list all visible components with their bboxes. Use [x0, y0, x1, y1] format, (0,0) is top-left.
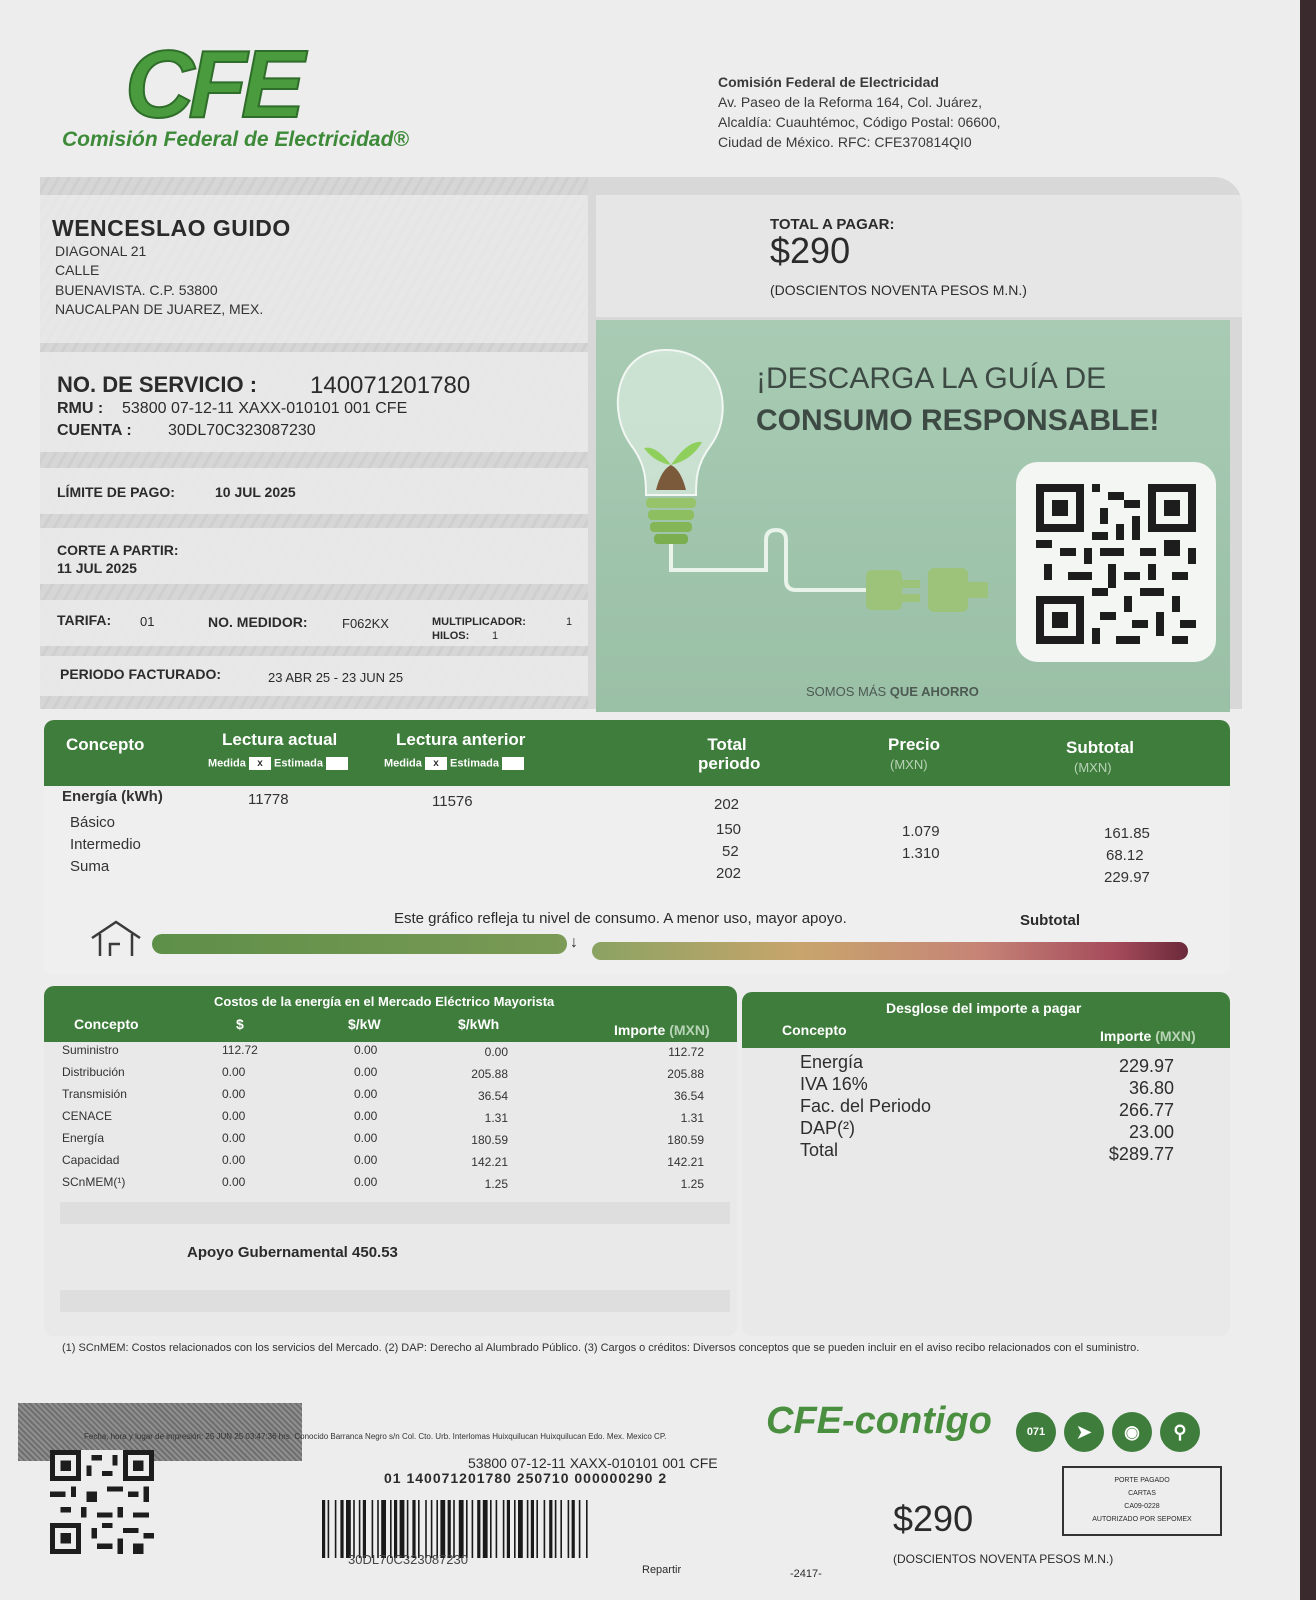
mem-row-value: 0.00: [222, 1153, 246, 1167]
chart-caption: Este gráfico refleja tu nivel de consumo. A menor uso, mayor apoyo.: [394, 910, 847, 927]
breakdown-row-value: 36.80: [1128, 1078, 1174, 1098]
tariff-value: 01: [140, 614, 155, 629]
tariff-label: TARIFA:: [57, 612, 112, 628]
medida-label-2: [384, 757, 524, 770]
postage-line: CARTAS: [1128, 1490, 1156, 1497]
mem-row-value: 180.59: [471, 1133, 508, 1147]
barcode-bar: [527, 1500, 529, 1558]
mem-row-value: 0.00: [222, 1065, 246, 1079]
total-words: (DOSCIENTOS NOVENTA PESOS M.N.): [770, 282, 1027, 298]
barcode-bar: [531, 1500, 534, 1558]
col-precio: Precio: [888, 735, 940, 754]
mem-col-kwh: $/kWh: [458, 1016, 500, 1032]
cfe-logo-subtitle: Comisión Federal de Electricidad®: [62, 128, 409, 151]
mem-col-kw: $/kW: [348, 1016, 381, 1032]
mem-row-label: Transmisión: [62, 1087, 127, 1101]
rmu-value: 53800 07-12-11 XAXX-010101 001 CFE: [122, 400, 408, 417]
barcode-bar: [560, 1500, 562, 1558]
breakdown-row-label: Energía: [800, 1052, 864, 1072]
consumption-bar-low: [152, 934, 567, 954]
payment-reference-1: 53800 07-12-11 XAXX-010101 001 CFE: [468, 1455, 718, 1471]
promo-tagline: [806, 684, 979, 699]
mem-row-value: 0.00: [354, 1043, 378, 1057]
breakdown-row-value: 266.77: [1118, 1100, 1174, 1120]
medida-checkbox: x: [249, 757, 271, 770]
col-lectura-anterior: Lectura anterior: [396, 730, 526, 749]
barcode-bar: [477, 1500, 480, 1558]
stub-amount: $290: [893, 1498, 974, 1539]
breakdown-col-importe: [1100, 1028, 1196, 1044]
barcode-bar: [453, 1500, 455, 1558]
row-price: 1.079: [902, 823, 940, 840]
barcode-bar: [459, 1500, 464, 1558]
phone-071-icon[interactable]: 071: [1016, 1412, 1056, 1452]
mem-row-value: 1.31: [484, 1111, 508, 1125]
row-subtotal: 161.85: [1104, 825, 1150, 842]
mem-row-value: 112.72: [222, 1043, 258, 1057]
row-total: 150: [716, 821, 742, 838]
tagline-text: SOMOS MÁS: [806, 684, 890, 699]
medida-label: [208, 757, 348, 770]
table-stripe: [60, 1290, 730, 1312]
barcode-bar: [418, 1500, 420, 1558]
barcode-bar: [394, 1500, 397, 1558]
multiplier-value: 1: [566, 616, 573, 628]
mem-row-value: 0.00: [484, 1045, 508, 1059]
mem-row-value: 142.21: [667, 1155, 704, 1169]
rmu-label: RMU :: [57, 400, 104, 417]
location-icon[interactable]: ⚲: [1160, 1412, 1200, 1452]
mem-row-value: 0.00: [354, 1065, 378, 1079]
apoyo-gubernamental: Apoyo Gubernamental 450.53: [187, 1244, 398, 1261]
barcode-bar: [377, 1500, 379, 1558]
meter-label: NO. MEDIDOR:: [208, 614, 308, 630]
postage-stamp: [1062, 1466, 1222, 1536]
barcode-bar: [340, 1500, 343, 1558]
lectura-actual-value: 11778: [248, 791, 289, 808]
barcode-bar: [425, 1500, 427, 1558]
importe-text: Importe: [614, 1022, 666, 1038]
wires-value: 1: [492, 630, 499, 642]
mem-row-label: SCnMEM(¹): [62, 1175, 126, 1189]
mem-row-value: 0.00: [222, 1175, 246, 1189]
importe-text: Importe: [1100, 1028, 1152, 1044]
barcode-bar: [372, 1500, 374, 1558]
estimada-checkbox: [502, 757, 524, 770]
breakdown-row-value: 229.97: [1118, 1056, 1174, 1076]
row-label: Suma: [70, 858, 110, 875]
service-number-label: NO. DE SERVICIO :: [57, 372, 258, 397]
barcode-bar: [586, 1500, 588, 1558]
medida-text: Medida: [384, 757, 422, 770]
barcode-bar: [483, 1500, 488, 1558]
period-label: PERIODO FACTURADO:: [60, 666, 221, 682]
breakdown-row-label: Total: [800, 1140, 839, 1160]
barcode-bar: [579, 1500, 581, 1558]
barcode-bar: [390, 1500, 392, 1558]
address-line: Alcaldía: Cuauhtémoc, Código Postal: 06600,: [718, 114, 1001, 130]
total-label: TOTAL A PAGAR:: [770, 216, 895, 233]
mem-row-value: 180.59: [667, 1133, 704, 1147]
breakdown-row-value: $289.77: [1108, 1144, 1174, 1164]
mem-row-value: 112.72: [668, 1045, 704, 1059]
row-price: 1.310: [902, 845, 940, 862]
mem-col-dollar: $: [236, 1016, 244, 1032]
postage-line: PORTE PAGADO: [1114, 1477, 1170, 1484]
breakdown-col-concepto: Concepto: [782, 1022, 847, 1038]
importe-unit: (MXN): [1155, 1028, 1196, 1044]
cutoff-date: 11 JUL 2025: [57, 560, 137, 576]
mem-row-value: 142.21: [471, 1155, 508, 1169]
estimada-text: Estimada: [450, 757, 499, 770]
barcode-bar: [412, 1500, 415, 1558]
medida-checkbox: x: [425, 757, 447, 770]
importe-unit: (MXN): [669, 1022, 710, 1038]
mem-row-value: 1.31: [680, 1111, 704, 1125]
meter-value: F062KX: [342, 616, 389, 631]
barcode-bar: [322, 1500, 325, 1558]
customer-address-line: NAUCALPAN DE JUAREZ, MEX.: [55, 301, 264, 317]
mem-row-value: 0.00: [354, 1175, 378, 1189]
house-icon: [88, 918, 144, 958]
account-label: CUENTA :: [57, 422, 132, 439]
customer-address-line: CALLE: [55, 262, 100, 278]
footnote: (1) SCnMEM: Costos relacionados con los servicios del Mercado. (2) DAP: Derecho al Alumbrado Público. (3) Cargos o créditos: Diversos conceptos que se pueden incluir en el aviso recibo relacionados con el suministro.: [62, 1342, 1140, 1354]
breakdown-row-label: Fac. del Periodo: [800, 1096, 932, 1116]
mem-row-label: CENACE: [62, 1109, 113, 1123]
period-value: 23 ABR 25 - 23 JUN 25: [268, 670, 404, 685]
company-name: Comisión Federal de Electricidad: [718, 74, 939, 90]
stub-amount-words: (DOSCIENTOS NOVENTA PESOS M.N.): [893, 1552, 1114, 1566]
barcode-bar: [514, 1500, 516, 1558]
mem-row-value: 36.54: [477, 1089, 508, 1103]
col-precio-unit: (MXN): [890, 757, 928, 772]
mem-row-label: Suministro: [62, 1043, 119, 1057]
telegram-icon[interactable]: ➤: [1064, 1412, 1104, 1452]
cfe-logo: CFE: [125, 31, 299, 138]
chart-subtotal-label: Subtotal: [1020, 912, 1080, 929]
cutoff-label: CORTE A PARTIR:: [57, 542, 179, 558]
cfe-contigo-logo: CFE-contigo: [766, 1400, 992, 1442]
barcode-bar: [555, 1500, 557, 1558]
due-date: 10 JUL 2025: [215, 484, 296, 500]
row-label: Básico: [70, 814, 116, 831]
total-amount: $290: [770, 230, 851, 271]
barcode-bar: [353, 1500, 355, 1558]
breakdown-row-label: IVA 16%: [800, 1074, 868, 1094]
energia-label: Energía (kWh): [62, 788, 163, 805]
mem-title: Costos de la energía en el Mercado Eléctrico Mayorista: [214, 994, 555, 1009]
consumption-bar-high: [592, 942, 1188, 960]
multiplier-label: MULTIPLICADOR:: [432, 616, 526, 628]
mem-col-concepto: Concepto: [74, 1016, 139, 1032]
barcode[interactable]: [322, 1500, 746, 1558]
address-line: Av. Paseo de la Reforma 164, Col. Juárez,: [718, 94, 983, 110]
table-stripe: [60, 1202, 730, 1224]
wires-label: HILOS:: [432, 630, 470, 642]
tagline-bold: QUE AHORRO: [889, 684, 979, 699]
barcode-bar: [549, 1500, 552, 1558]
qr-code-icon[interactable]: [1036, 484, 1196, 644]
customer-address-line: DIAGONAL 21: [55, 243, 147, 259]
mem-row-label: Capacidad: [62, 1153, 120, 1167]
service-number: 140071201780: [310, 372, 471, 399]
row-total: 202: [716, 865, 742, 882]
mem-row-value: 0.00: [222, 1131, 246, 1145]
barcode-bar: [359, 1500, 361, 1558]
print-info: Fecha, hora y lugar de impresión: 25 JUN 25 03:47:36 hrs. Conocido Barranca Negro s/n Col. Cto. Urb. Interlomas Huixquilucan Huixquilucan Edo. Mex. Mexico CP.: [84, 1432, 667, 1441]
barcode-bar: [472, 1500, 474, 1558]
barcode-bar: [448, 1500, 451, 1558]
barcode-bar: [436, 1500, 438, 1558]
promo-title-line-2: CONSUMO RESPONSABLE!: [756, 404, 1160, 437]
mem-row-value: 0.00: [222, 1087, 246, 1101]
postage-line: AUTORIZADO POR SEPOMEX: [1092, 1516, 1192, 1523]
breakdown-title: Desglose del importe a pagar: [886, 1000, 1082, 1016]
barcode-bar: [572, 1500, 575, 1558]
promo-title-line-1: ¡DESCARGA LA GUÍA DE: [756, 362, 1107, 395]
app-icon[interactable]: ◉: [1112, 1412, 1152, 1452]
route-code: -2417-: [790, 1568, 822, 1580]
col-lectura-actual: Lectura actual: [222, 730, 338, 749]
mem-row-value: 1.25: [484, 1177, 508, 1191]
barcode-bar: [431, 1500, 433, 1558]
arrow-down-icon: ↓: [570, 934, 578, 951]
col-subtotal: Subtotal: [1066, 738, 1134, 757]
mem-row-value: 0.00: [354, 1153, 378, 1167]
row-subtotal: 229.97: [1104, 869, 1150, 886]
account-value: 30DL70C323087230: [168, 422, 316, 439]
mem-row-value: 1.25: [680, 1177, 704, 1191]
mem-row-value: 205.88: [471, 1067, 508, 1081]
mem-row-value: 36.54: [673, 1089, 704, 1103]
barcode-bar: [440, 1500, 445, 1558]
barcode-bar: [544, 1500, 546, 1558]
col-concepto: Concepto: [66, 735, 145, 754]
barcode-bar: [400, 1500, 405, 1558]
barcode-bar: [568, 1500, 570, 1558]
breakdown-row-value: 23.00: [1128, 1122, 1174, 1142]
mem-row-label: Energía: [62, 1131, 105, 1145]
barcode-bar: [490, 1500, 492, 1558]
col-total-2: periodo: [698, 754, 761, 773]
company-address: [718, 72, 1038, 152]
breakdown-row-label: DAP(²): [800, 1118, 855, 1138]
energia-total-value: 202: [714, 796, 740, 813]
barcode-bar: [536, 1500, 538, 1558]
row-total: 52: [722, 843, 739, 860]
mem-row-value: 0.00: [222, 1109, 246, 1123]
repartir-label: Repartir: [642, 1564, 682, 1576]
estimada-checkbox: [326, 757, 348, 770]
postage-line: CA09-0228: [1124, 1503, 1160, 1510]
barcode-bar: [507, 1500, 510, 1558]
row-subtotal: 68.12: [1106, 847, 1144, 864]
row-label: Intermedio: [70, 836, 141, 853]
medida-text: Medida: [208, 757, 246, 770]
barcode-bar: [503, 1500, 505, 1558]
payment-qr-icon[interactable]: [50, 1450, 154, 1554]
mem-row-value: 0.00: [354, 1109, 378, 1123]
col-total-1: Total: [707, 735, 747, 754]
barcode-bar: [328, 1500, 330, 1558]
lectura-anterior-value: 11576: [432, 793, 473, 810]
barcode-bar: [407, 1500, 409, 1558]
customer-name: WENCESLAO GUIDO: [52, 215, 291, 241]
col-subtotal-unit: (MXN): [1074, 760, 1112, 775]
due-date-label: LÍMITE DE PAGO:: [57, 484, 175, 500]
payment-reference-2: 01 140071201780 250710 000000290 2: [384, 1470, 668, 1486]
mem-row-label: Distribución: [62, 1065, 125, 1079]
barcode-bar: [335, 1500, 337, 1558]
mem-row-value: 0.00: [354, 1087, 378, 1101]
address-line: Ciudad de México. RFC: CFE370814QI0: [718, 134, 972, 150]
barcode-bar: [496, 1500, 498, 1558]
customer-address-line: BUENAVISTA. C.P. 53800: [55, 282, 218, 298]
barcode-bar: [363, 1500, 366, 1558]
barcode-bar: [381, 1500, 386, 1558]
total-box: [596, 195, 1242, 317]
mem-row-value: 0.00: [354, 1131, 378, 1145]
barcode-bar: [466, 1500, 468, 1558]
mem-col-importe: [614, 1022, 710, 1038]
barcode-bar: [346, 1500, 351, 1558]
barcode-bar: [518, 1500, 523, 1558]
barcode-text: 30DL70C323087230: [348, 1552, 468, 1567]
mem-row-value: 205.88: [667, 1067, 704, 1081]
estimada-text: Estimada: [274, 757, 323, 770]
